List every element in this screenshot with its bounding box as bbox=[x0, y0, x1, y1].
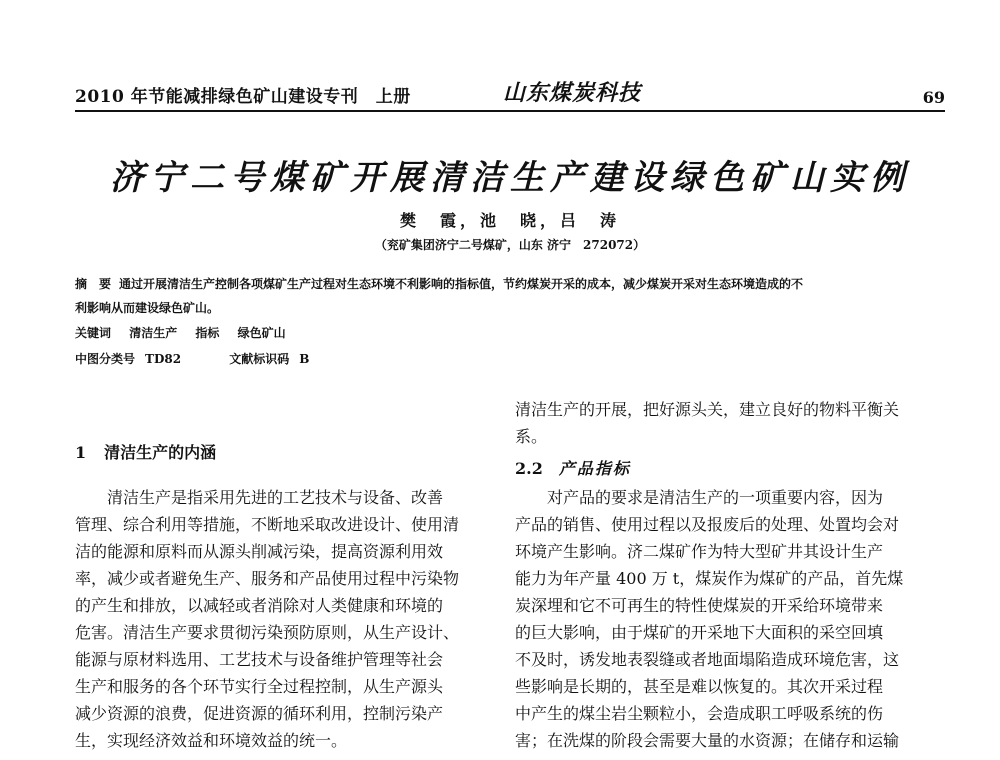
body-line: 洁的能源和原料而从源头削减污染，提高资源利用效 bbox=[75, 542, 444, 561]
clc-value: TD82 bbox=[145, 352, 182, 366]
right-column-top bbox=[515, 396, 945, 450]
body-line: 环境产生影响。济二煤矿作为特大型矿井其设计生产 bbox=[515, 542, 884, 561]
author-affiliation: （兖矿集团济宁二号煤矿，山东 济宁 272072） bbox=[374, 238, 646, 252]
abstract-line-1 bbox=[75, 272, 945, 296]
body-line: 生，实现经济效益和环境效益的统一。 bbox=[75, 731, 348, 750]
running-header bbox=[75, 76, 945, 110]
keyword-3: 绿色矿山 bbox=[237, 326, 286, 340]
article-authors: 樊 霞，池 晓，吕 涛 bbox=[399, 211, 620, 230]
keyword-2: 指标 bbox=[195, 326, 220, 340]
journal-logo: 山东煤炭科技 bbox=[503, 80, 642, 106]
body-line: 对产品的要求是清洁生产的一项重要内容，因为 bbox=[515, 488, 884, 507]
section-1-heading bbox=[75, 440, 216, 463]
body-line: 生产和服务的各个环节实行全过程控制，从生产源头 bbox=[75, 677, 444, 696]
right-column-body bbox=[515, 484, 945, 754]
classification bbox=[75, 350, 945, 367]
body-line: 危害。清洁生产要求贯彻污染预防原则，从生产设计、 bbox=[75, 623, 460, 642]
left-column-body bbox=[75, 484, 485, 754]
body-line: 不及时，诱发地表裂缝或者地面塌陷造成环境危害，这 bbox=[515, 650, 900, 669]
body-line: 中产生的煤尘岩尘颗粒小，会造成职工呼吸系统的伤 bbox=[515, 704, 884, 723]
abstract-text-1: 通过开展清洁生产控制各项煤矿生产过程对生态环境不利影响的指标值，节约煤炭开采的成本，减少煤炭开采对生态环境造成的不 bbox=[119, 277, 804, 291]
header-rule bbox=[75, 110, 945, 112]
clc-label: 中图分类号 bbox=[75, 352, 136, 366]
body-line: 产品的销售、使用过程以及报废后的处理、处置均会对 bbox=[515, 515, 900, 534]
body-line: 减少资源的浪费，促进资源的循环利用，控制污染产 bbox=[75, 704, 444, 723]
body-line: 能力为年产量 400 万 t，煤炭作为煤矿的产品，首先煤 bbox=[515, 569, 904, 588]
abstract-label: 摘 要 bbox=[75, 277, 112, 291]
body-line: 率，减少或者避免生产、服务和产品使用过程中污染物 bbox=[75, 569, 460, 588]
section-1-number: 1 bbox=[75, 443, 87, 462]
body-line: 炭深埋和它不可再生的特性使煤炭的开采给环境带来 bbox=[515, 596, 884, 615]
page-number: 69 bbox=[922, 88, 945, 107]
article-title: 济宁二号煤矿开展清洁生产建设绿色矿山实例 bbox=[110, 158, 910, 198]
keywords bbox=[75, 324, 945, 341]
keywords-label: 关键词 bbox=[75, 326, 112, 340]
body-line: 些影响是长期的，甚至是难以恢复的。其次开采过程 bbox=[515, 677, 884, 696]
body-line: 害；在洗煤的阶段会需要大量的水资源；在储存和运输 bbox=[515, 731, 900, 750]
section-2-2-number: 2.2 bbox=[515, 459, 543, 478]
body-line: 的产生和排放，以减轻或者消除对人类健康和环境的 bbox=[75, 596, 444, 615]
body-line: 系。 bbox=[515, 427, 548, 446]
body-line: 管理、综合利用等措施，不断地采取改进设计、使用清 bbox=[75, 515, 460, 534]
section-2-2-heading bbox=[515, 456, 631, 479]
section-2-2-title: 产品指标 bbox=[558, 459, 631, 478]
abstract-text-2: 利影响从而建设绿色矿山。 bbox=[75, 301, 220, 315]
body-line: 的巨大影响，由于煤矿的开采地下大面积的采空回填 bbox=[515, 623, 884, 642]
doc-code-value: B bbox=[299, 352, 310, 366]
section-1-title: 清洁生产的内涵 bbox=[104, 443, 217, 462]
journal-issue: 2010 年节能减排绿色矿山建设专刊 上册 bbox=[75, 87, 411, 107]
doc-code-label: 文献标识码 bbox=[229, 352, 290, 366]
body-line: 清洁生产的开展，把好源头关，建立良好的物料平衡关 bbox=[515, 400, 900, 419]
keyword-1: 清洁生产 bbox=[129, 326, 178, 340]
body-line: 清洁生产是指采用先进的工艺技术与设备、改善 bbox=[75, 488, 444, 507]
abstract bbox=[75, 272, 945, 320]
body-line: 能源与原材料选用、工艺技术与设备维护管理等社会 bbox=[75, 650, 444, 669]
